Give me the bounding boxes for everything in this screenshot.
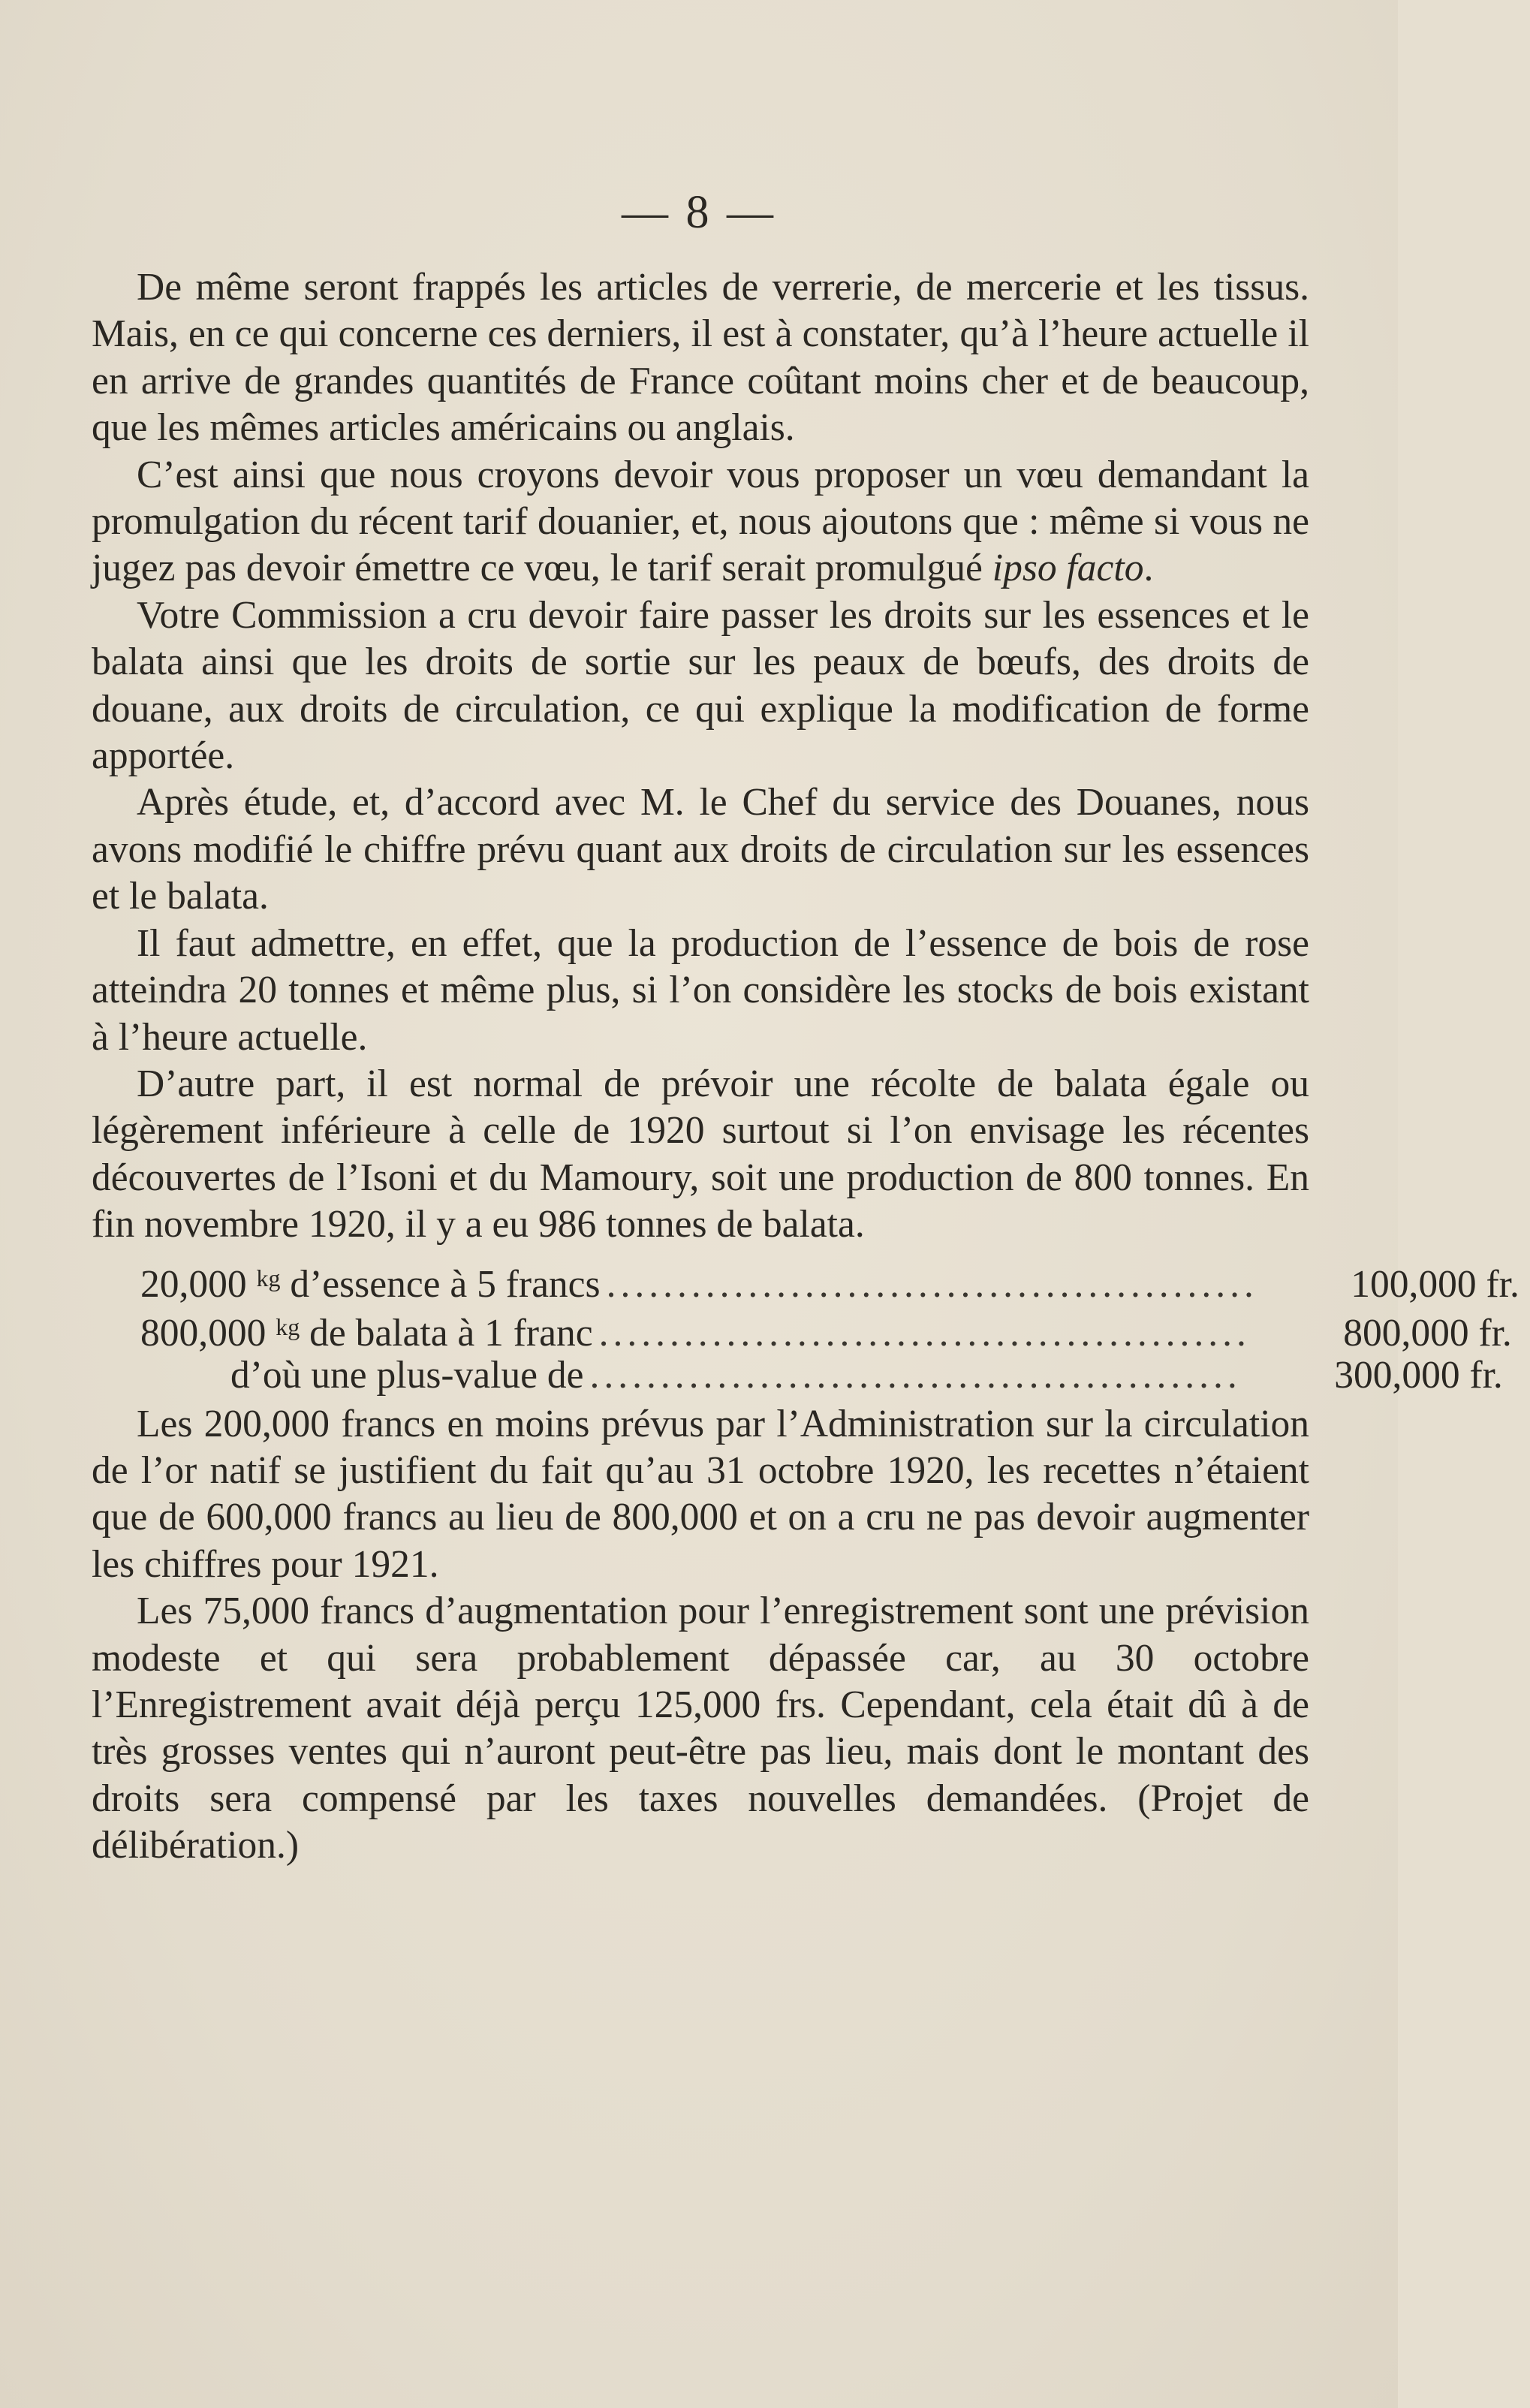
- ledger-label: [92, 1303, 593, 1357]
- paragraph: De même seront frappés les articles de verrerie, de mercerie et les tissus. Mais, en ce qui concerne ces derniers, il est à constater, qu’à l’heure actuelle il en arrive de grandes quantités de France coûtant moins cher et de beaucoup, que les mêmes articles américains ou anglais.: [92, 266, 1309, 450]
- ledger-amount: 300,000 fr.: [1334, 1353, 1503, 1397]
- ledger-unit: kg: [256, 1264, 281, 1291]
- page-number: — 8 —: [622, 187, 776, 238]
- ledger-qty: 20,000: [140, 1262, 247, 1306]
- ledger-amount: 100,000 fr.: [1351, 1262, 1519, 1306]
- ledger-label: [92, 1352, 584, 1399]
- paragraph: Les 200,000 francs en moins prévus par l’Administration sur la circulation de l’or natif se justifient du fait qu’au 31 octobre 1920, les recettes n’étaient que de 600,000 francs au lieu de 800,000 et on a cru ne pas devoir augmenter les chiffres pour 1921.: [92, 1402, 1309, 1586]
- ledger-label: [92, 1255, 601, 1308]
- ledger-qty: 800,000: [140, 1311, 267, 1355]
- ledger-desc: d’où une plus-value de: [230, 1353, 584, 1397]
- ledger-amount: 800,000 fr.: [1343, 1311, 1512, 1355]
- leader-dots: ..............................................: [598, 1311, 1251, 1355]
- leader-dots: ..............................................: [589, 1353, 1242, 1397]
- ledger-row: [92, 1303, 1512, 1355]
- paragraph: Après étude, et, d’accord avec M. le Chef du service des Douanes, nous avons modifié le chiffre prévu quant aux droits de circulation sur les essences et le balata.: [92, 781, 1309, 918]
- paragraph: Votre Commission a cru devoir faire passer les droits sur les essences et le balata ainsi que les droits de sortie sur les peaux de bœufs, des droits de douane, aux droits de circulation, ce qui explique la modification de forme apportée.: [92, 593, 1309, 778]
- ledger-desc: de balata à 1 franc: [309, 1311, 593, 1355]
- paragraph: Il faut admettre, en effet, que la production de l’essence de bois de rose atteindra 20 tonnes et même plus, si l’on considère les stocks de bois existant à l’heure actuelle.: [92, 921, 1309, 1059]
- italic-phrase: ipso facto: [992, 547, 1144, 590]
- paragraph-text: C’est ainsi que nous croyons devoir vous proposer un vœu demandant la promulgation du récent tarif douanier, et, nous ajoutons que : même si vous ne jugez pas devoir émettre ce vœu, le tarif serait promulgué: [92, 453, 1309, 590]
- ledger-row: [92, 1255, 1519, 1306]
- revenue-ledger: [92, 1255, 1519, 1401]
- ledger-unit: kg: [276, 1312, 300, 1340]
- ledger-desc: d’essence à 5 francs: [290, 1262, 601, 1306]
- leader-dots: ..............................................: [606, 1262, 1258, 1306]
- body-text: [92, 264, 1519, 1870]
- paragraph: Les 75,000 francs d’augmentation pour l’enregistrement sont une prévision modeste et qui sera probablement dépassée car, au 30 octobre l’Enregistrement avait déjà perçu 125,000 frs. Cependant, cela était dû à de très grosses ventes qui n’auront peut-être pas lieu, mais dont le montant des droits sera compensé par les taxes nouvelles demandées. (Projet de délibération.): [92, 1590, 1309, 1867]
- ledger-row: [92, 1352, 1503, 1401]
- paragraph: C’est ainsi que nous croyons devoir vous proposer un vœu demandant la promulgation du récent tarif douanier, et, nous ajoutons que : même si vous ne jugez pas devoir émettre ce vœu, le tarif serait promulgué ipso facto.: [92, 453, 1309, 590]
- paragraph: D’autre part, il est normal de prévoir une récolte de balata égale ou légèrement inférieure à celle de 1920 surtout si l’on envisage les récentes découvertes de l’Isoni et du Mamoury, soit une production de 800 tonnes. En fin novembre 1920, il y a eu 986 tonnes de balata.: [92, 1062, 1309, 1246]
